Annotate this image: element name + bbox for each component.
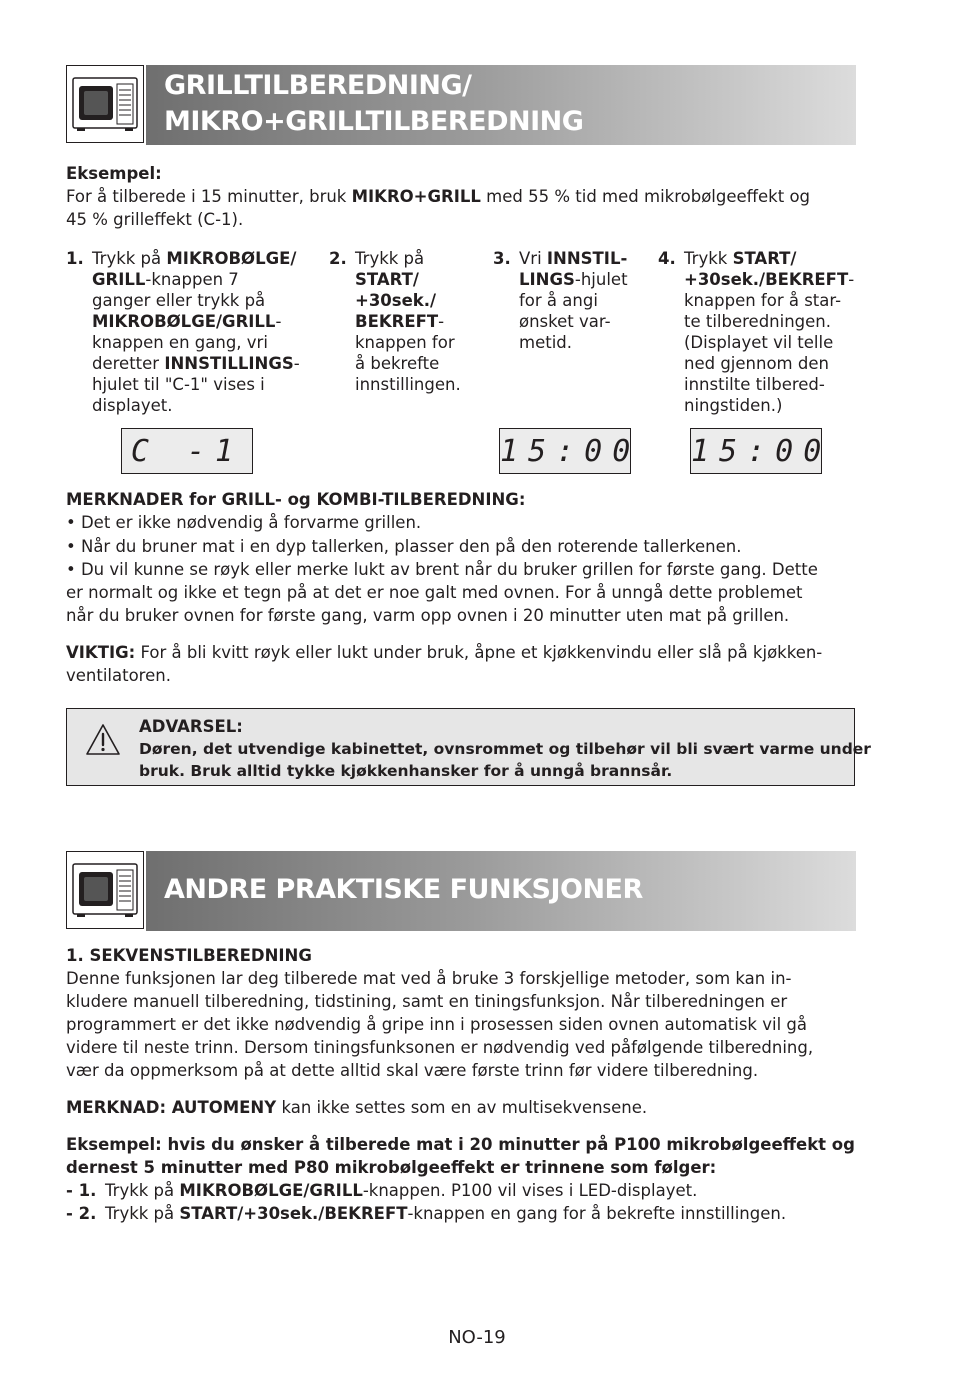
step-line bbox=[355, 290, 461, 311]
step-text: knappen en gang, vri bbox=[92, 333, 268, 352]
step-text-bold: MIKROBØLGE/GRILL bbox=[92, 312, 276, 331]
step-line bbox=[519, 311, 628, 332]
step-line bbox=[92, 332, 300, 353]
important-label: VIKTIG: bbox=[66, 643, 136, 662]
warning-triangle-icon bbox=[85, 723, 121, 761]
sequence-note bbox=[66, 1096, 647, 1119]
step-line bbox=[684, 395, 854, 416]
warning-box bbox=[66, 708, 871, 786]
step-text: å bekrefte bbox=[355, 354, 440, 373]
step-text: (Displayet vil telle bbox=[684, 333, 834, 352]
sequence-step-1 bbox=[66, 1179, 697, 1202]
notes-bullet-3-line2: er normalt og ikke et tegn på at det er noe galt med ovnen. For å unngå dette problemet bbox=[66, 583, 803, 602]
sequence-step-number: - 1. bbox=[66, 1181, 97, 1200]
step-text: hjulet til "C-1" vises i bbox=[92, 375, 265, 394]
sequence-step-2 bbox=[66, 1202, 786, 1225]
step-text: Trykk bbox=[684, 249, 733, 268]
display-c1 bbox=[121, 428, 253, 474]
section-title-line2: MIKRO+GRILLTILBEREDNING bbox=[164, 106, 584, 137]
step-text: metid. bbox=[519, 333, 572, 352]
warning-line2: bruk. Bruk alltid tykke kjøkkenhansker for å unngå brannsår. bbox=[139, 762, 673, 780]
step-body bbox=[92, 248, 300, 416]
step-text: ønsket var- bbox=[519, 312, 611, 331]
step-text: Trykk på bbox=[92, 249, 167, 268]
step-line bbox=[92, 248, 300, 269]
display-1500-b bbox=[690, 428, 832, 474]
step-body bbox=[684, 248, 854, 416]
sequence-note-label: MERKNAD: AUTOMENY bbox=[66, 1098, 277, 1117]
example-line2: 45 % grilleffekt (C-1). bbox=[66, 210, 244, 229]
step-number: 1. bbox=[66, 249, 84, 268]
step-line bbox=[684, 269, 854, 290]
step-line bbox=[92, 269, 300, 290]
step-text-bold: INNSTIL- bbox=[546, 249, 628, 268]
microwave-icon bbox=[66, 851, 144, 929]
step-text: ned gjennom den bbox=[684, 354, 829, 373]
step-line bbox=[92, 311, 300, 332]
sequence-step-bold: MIKROBØLGE/GRILL bbox=[179, 1181, 363, 1200]
step-text: innstillingen. bbox=[355, 375, 461, 394]
section-banner-other-functions bbox=[66, 851, 856, 931]
example-text-a: For å tilberede i 15 minutter, bruk bbox=[66, 187, 352, 206]
important-text: For å bli kvitt røyk eller lukt under bruk, åpne et kjøkkenvindu eller slå på kjøkken- bbox=[135, 643, 823, 662]
section-banner-grill bbox=[66, 65, 856, 145]
step-text-bold: LINGS bbox=[519, 270, 575, 289]
step-text: knappen for å star- bbox=[684, 291, 842, 310]
step-text: - bbox=[438, 312, 445, 331]
display-readout: C -1 bbox=[130, 434, 244, 469]
example-text-c: med 55 % tid med mikrobølgeeffekt og bbox=[480, 187, 811, 206]
sequence-step-text: Trykk på bbox=[105, 1204, 180, 1223]
notes-heading: MERKNADER for GRILL- og KOMBI-TILBEREDNING: bbox=[66, 490, 526, 509]
notes-bullet-1: • Det er ikke nødvendig å forvarme grillen. bbox=[66, 513, 422, 532]
step-number: 4. bbox=[658, 249, 676, 268]
step-text-bold: MIKROBØLGE/ bbox=[166, 249, 297, 268]
step-line bbox=[92, 395, 300, 416]
step-text: - bbox=[275, 312, 282, 331]
sequence-line3: programmert er det ikke nødvendig å gripe inn i prosessen siden ovnen automatisk vil gå bbox=[66, 1015, 807, 1034]
step-number: 3. bbox=[493, 249, 511, 268]
step-line bbox=[92, 353, 300, 374]
step-text: knappen for bbox=[355, 333, 455, 352]
step-text: deretter bbox=[92, 354, 165, 373]
sequence-line2: kludere manuell tilberedning, tidstining, samt en tiningsfunksjon. Når tilberedningen er bbox=[66, 992, 788, 1011]
sequence-line5: vær da oppmerksom på at dette alltid skal være første trinn før videre tilberedning. bbox=[66, 1061, 759, 1080]
sequence-step-text: Trykk på bbox=[105, 1181, 180, 1200]
step-body bbox=[519, 248, 628, 353]
display-1500-a bbox=[499, 428, 641, 474]
step-line bbox=[519, 332, 628, 353]
step-text: te tilberedningen. bbox=[684, 312, 832, 331]
sequence-heading: 1. SEKVENSTILBEREDNING bbox=[66, 946, 312, 965]
step-line bbox=[355, 332, 461, 353]
step-text: -hjulet bbox=[574, 270, 628, 289]
step-line bbox=[684, 374, 854, 395]
step-text: - bbox=[293, 354, 300, 373]
step-text-bold: GRILL bbox=[92, 270, 146, 289]
step-text: -knappen 7 bbox=[145, 270, 239, 289]
notes-bullet-2: • Når du bruner mat i en dyp tallerken, plasser den på den roterende tallerkenen. bbox=[66, 537, 742, 556]
sequence-example-line2: dernest 5 minutter med P80 mikrobølgeeffekt er trinnene som følger: bbox=[66, 1158, 717, 1177]
step-line bbox=[519, 248, 628, 269]
step-line bbox=[684, 290, 854, 311]
notes-bullet-3-line3: når du bruker ovnen for første gang, varm opp ovnen i 20 minutter uten mat på grillen. bbox=[66, 606, 790, 625]
sequence-step-text: -knappen en gang for å bekrefte innstillingen. bbox=[407, 1204, 787, 1223]
step-text-bold: +30sek./ bbox=[355, 291, 437, 310]
sequence-step-number: - 2. bbox=[66, 1204, 97, 1223]
step-number: 2. bbox=[329, 249, 347, 268]
sequence-example-line1: Eksempel: hvis du ønsker å tilberede mat i 20 minutter på P100 mikrobølgeeffekt og bbox=[66, 1135, 855, 1154]
step-text: displayet. bbox=[92, 396, 173, 415]
sequence-line1: Denne funksjonen lar deg tilberede mat ved å bruke 3 forskjellige metoder, som kan in- bbox=[66, 969, 792, 988]
important-line2: ventilatoren. bbox=[66, 666, 171, 685]
step-text: - bbox=[848, 270, 855, 289]
step-text: innstilte tilbered- bbox=[684, 375, 825, 394]
step-text-bold: +30sek./BEKREFT bbox=[684, 270, 849, 289]
step-line bbox=[519, 290, 628, 311]
warning-label: ADVARSEL: bbox=[139, 717, 243, 736]
step-text-bold: START/ bbox=[355, 270, 419, 289]
sequence-step-bold: START/+30sek./BEKREFT bbox=[179, 1204, 408, 1223]
step-line bbox=[355, 353, 461, 374]
example-text-bold: MIKRO+GRILL bbox=[351, 187, 481, 206]
step-line bbox=[684, 332, 854, 353]
step-text-bold: BEKREFT bbox=[355, 312, 439, 331]
step-line bbox=[519, 269, 628, 290]
step-text: Vri bbox=[519, 249, 547, 268]
microwave-icon bbox=[66, 65, 144, 143]
step-text-bold: INNSTILLINGS bbox=[164, 354, 294, 373]
section-title-line1: GRILLTILBEREDNING/ bbox=[164, 70, 472, 101]
step-line bbox=[355, 374, 461, 395]
sequence-step-text: -knappen. P100 vil vises i LED-displayet. bbox=[362, 1181, 698, 1200]
step-line bbox=[355, 269, 461, 290]
step-line bbox=[92, 290, 300, 311]
sequence-line4: videre til neste trinn. Dersom tiningsfunksonen er nødvendig ved påfølgende tilberedning, bbox=[66, 1038, 814, 1057]
display-readout: 15:00 bbox=[500, 434, 641, 469]
step-text: Trykk på bbox=[355, 249, 425, 268]
example-label: Eksempel: bbox=[66, 164, 162, 183]
step-line bbox=[684, 248, 854, 269]
section-title: ANDRE PRAKTISKE FUNKSJONER bbox=[164, 874, 643, 905]
notes-bullet-3-line1: • Du vil kunne se røyk eller merke lukt av brent når du bruker grillen for første gang. Dette bbox=[66, 560, 818, 579]
step-text: for å angi bbox=[519, 291, 598, 310]
step-line bbox=[355, 248, 461, 269]
step-text: ningstiden.) bbox=[684, 396, 783, 415]
warning-line1: Døren, det utvendige kabinettet, ovnsrommet og tilbehør vil bli svært varme under bbox=[139, 740, 871, 758]
step-line bbox=[92, 374, 300, 395]
step-line bbox=[355, 311, 461, 332]
display-readout: 15:00 bbox=[691, 434, 832, 469]
sequence-note-text: kan ikke settes som en av multisekvensene. bbox=[276, 1098, 648, 1117]
important-line1 bbox=[66, 641, 822, 664]
step-line bbox=[684, 311, 854, 332]
example-line1 bbox=[66, 185, 866, 208]
step-text: ganger eller trykk på bbox=[92, 291, 266, 310]
step-text-bold: START/ bbox=[732, 249, 797, 268]
step-line bbox=[684, 353, 854, 374]
page-number: NO-19 bbox=[448, 1327, 506, 1348]
step-body bbox=[355, 248, 461, 395]
